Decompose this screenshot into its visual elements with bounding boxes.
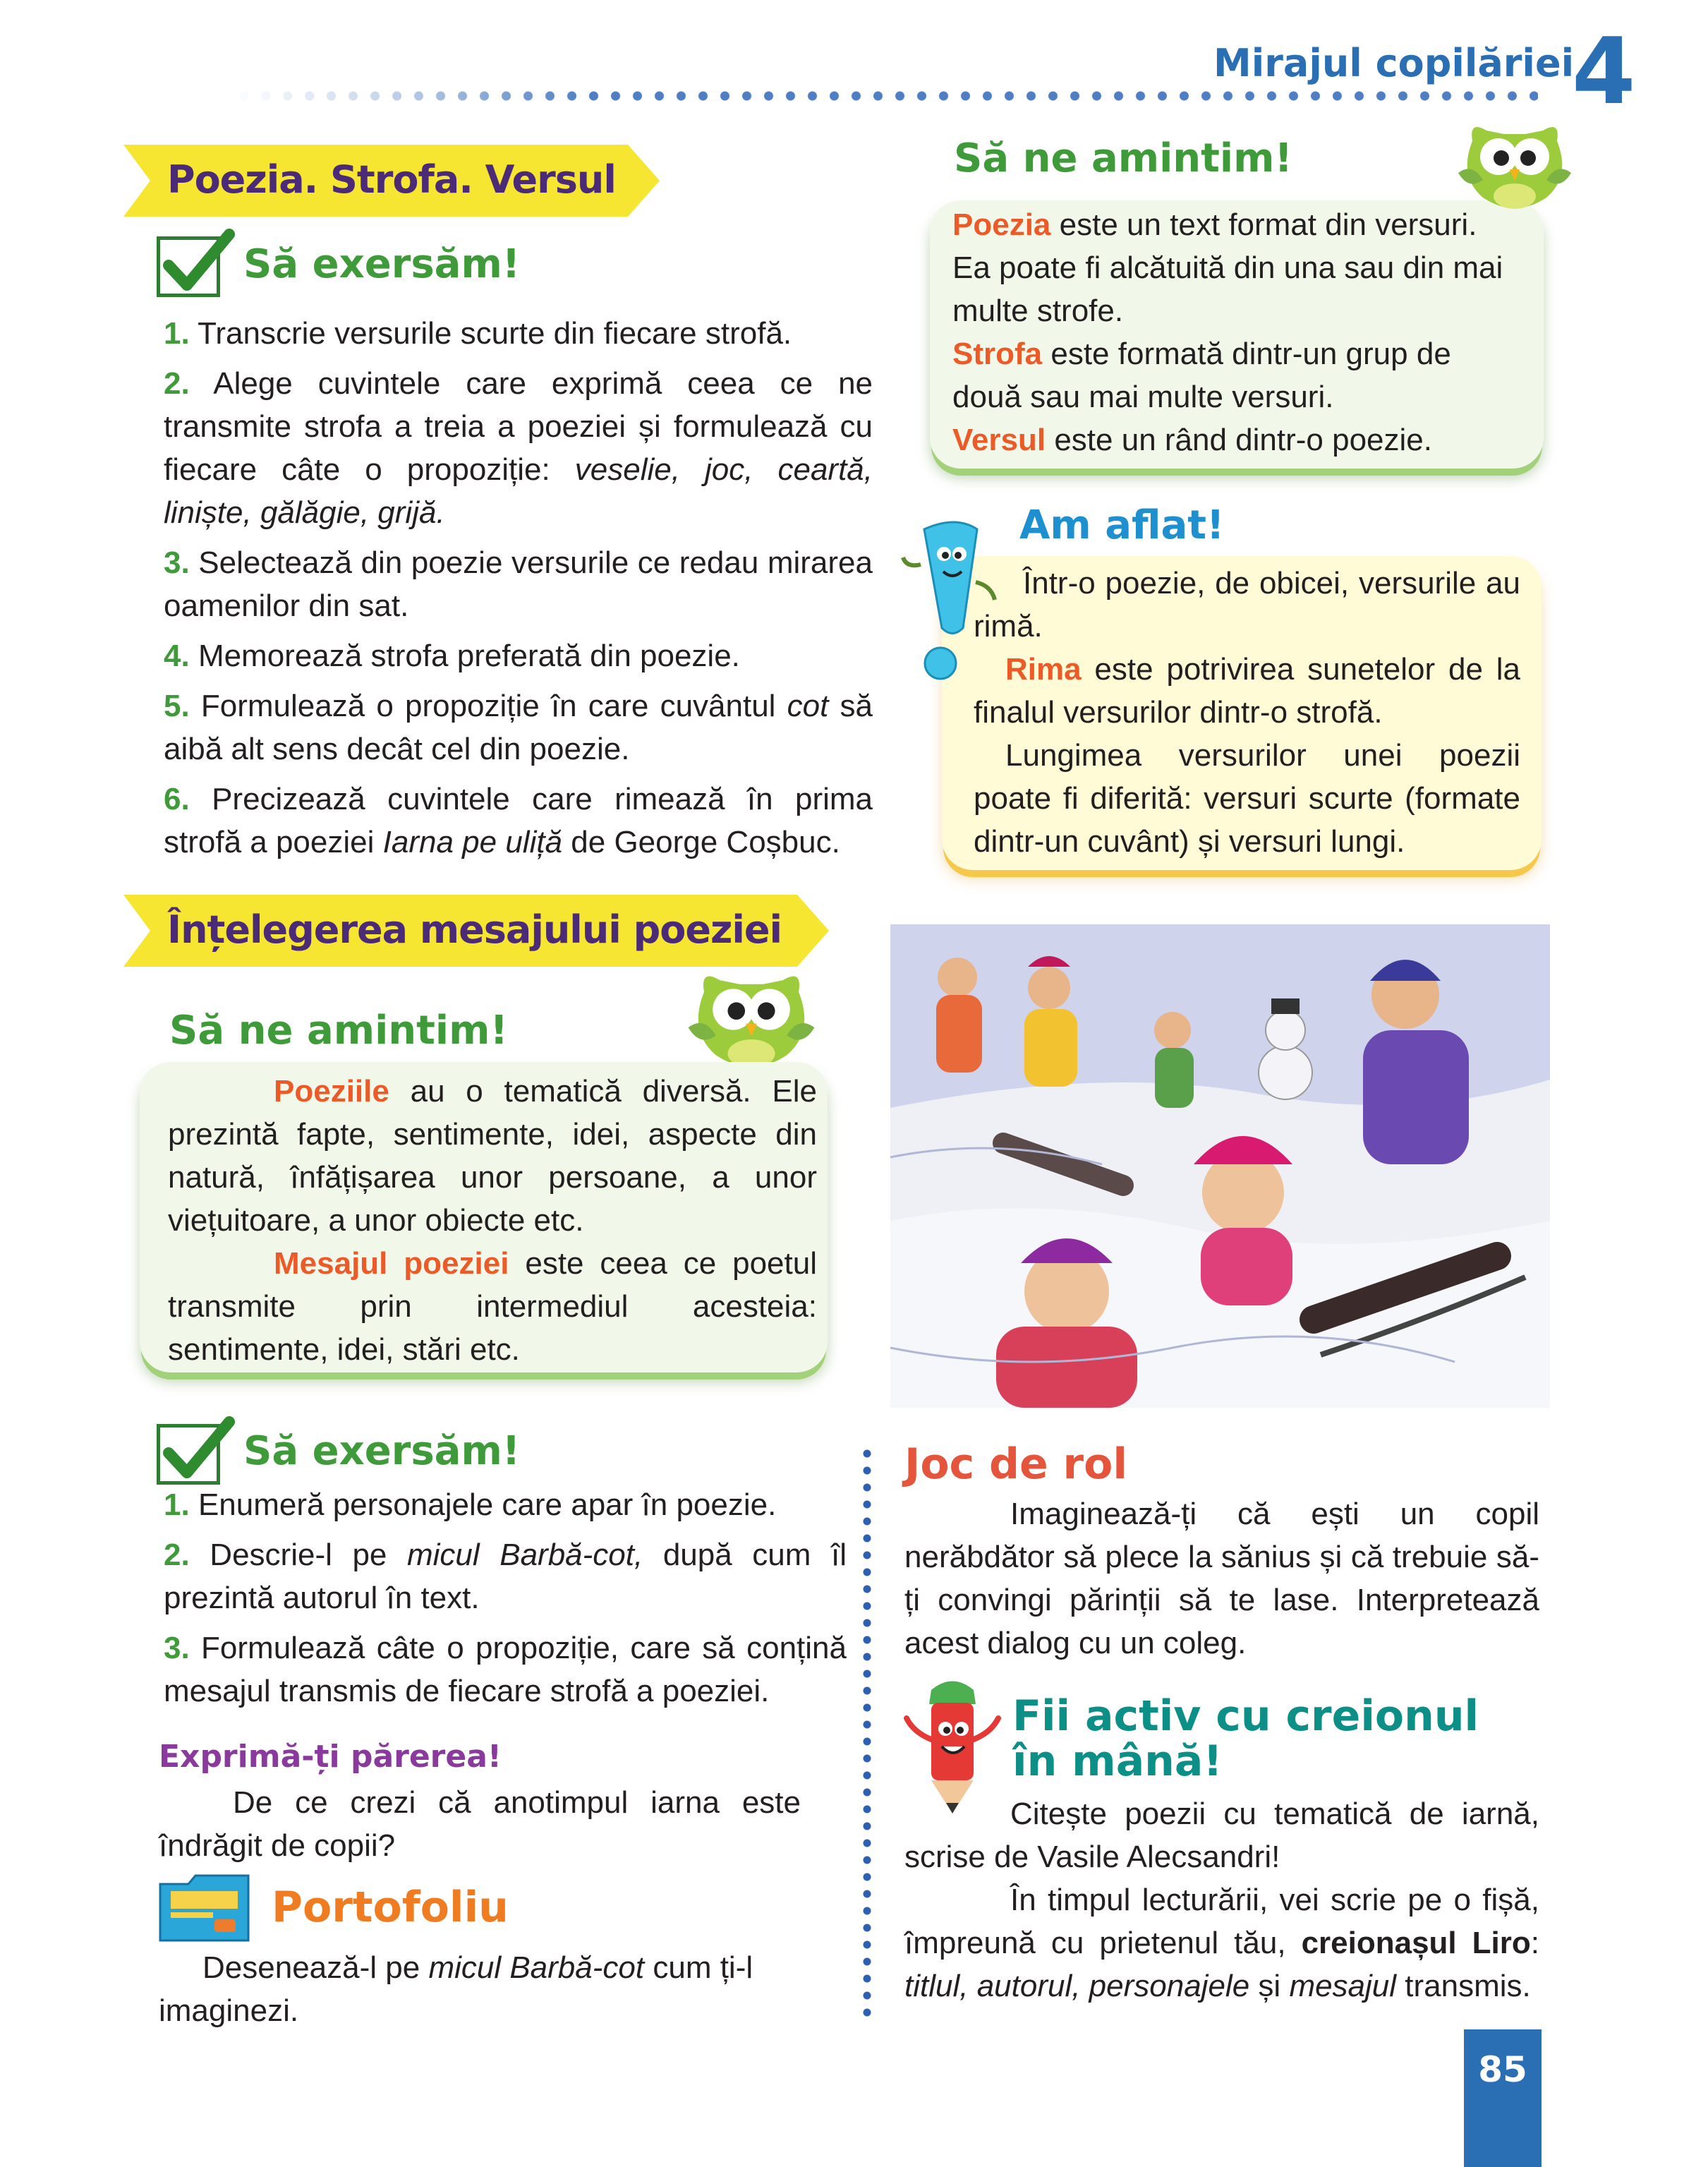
remember-text: Poeziile au o tematică diversă. Ele prezintă fapte, sentimente, idei, aspecte din natură, înfățișarea unor persoane, a unor viețuitoare, a unor obiecte etc. Mesajul poeziei este ceea ce poetul transmite prin intermediul acesteia: sentimente, idei, stări etc.	[168, 1074, 817, 1367]
section-title: Poezia. Strofa. Versul	[167, 157, 616, 202]
portfolio-title: Portofoliu	[272, 1883, 509, 1932]
chapter-title: Mirajul copilăriei	[1213, 41, 1575, 85]
portfolio-text: Desenează-l pe micul Barbă-cot cum ți-l imaginezi.	[159, 1950, 753, 2028]
exercise-list	[164, 1483, 847, 1720]
winter-illustration	[890, 924, 1550, 1408]
list-item: 1. Transcrie versurile scurte din fiecare strofă.	[164, 316, 792, 351]
list-item: 3. Formulează câte o propoziție, care să conțină mesajul transmis de fiecare strofă a poeziei.	[164, 1631, 847, 1708]
pencil-text: Citește poezii cu tematică de iarnă, scrise de Vasile Alecsandri! În timpul lecturării, vei scrie pe o fișă, împreună cu prietenul tău, creionașul Liro: titlul, autorul, personajele și mesajul transmis.	[904, 1797, 1539, 2003]
exercise-title: Să exersăm!	[243, 1428, 521, 1474]
list-item: 2. Descrie-l pe micul Barbă-cot, după cum îl prezintă autorul în text.	[164, 1538, 847, 1615]
owl-icon	[1455, 113, 1575, 219]
section-banner-poezia	[123, 145, 660, 217]
remember-text: Poezia este un text format din versuri. Ea poate fi alcătuită din una sau din mai multe strofe. Strofa este formată dintr-un grup de două sau mai multe versuri. Versul este un rând dintr-o poezie.	[952, 207, 1503, 457]
section-banner-mesaj	[123, 895, 829, 967]
page-number-tab	[1464, 2029, 1542, 2167]
list-item: 6. Precizează cuvintele care rimează în prima strofă a poeziei Iarna pe uliță de George Coșbuc.	[164, 782, 873, 859]
roleplay-text: Imaginează-ți că ești un copil nerăbdător să plece la sănius și că trebuie să-ți convingi părinții să te lase. Interpretează acest dialog cu un coleg.	[904, 1497, 1539, 1660]
checkbox-icon	[157, 236, 220, 297]
list-item: 3. Selectează din poezie versurile ce redau mirarea oamenilor din sat.	[164, 545, 873, 623]
exercise-title: Să exersăm!	[243, 241, 521, 287]
list-item: 5. Formulează o propoziție în care cuvântul cot să aibă alt sens decât cel din poezie.	[164, 689, 873, 766]
learned-title: Am aflat!	[1019, 502, 1225, 548]
checkbox-icon	[157, 1424, 220, 1485]
list-item: 1. Enumeră personajele care apar în poezie.	[164, 1487, 777, 1522]
remember-title: Să ne amintim!	[169, 1008, 509, 1054]
chapter-number: 4	[1572, 18, 1636, 125]
list-item: 2. Alege cuvintele care exprimă ceea ce ne transmite strofa a treia a poeziei și formulează cu fiecare câte o propoziție: veselie, joc, ceartă, liniște, gălăgie, grijă.	[164, 366, 873, 530]
section-title: Înțelegerea mesajului poeziei	[167, 907, 782, 952]
roleplay-title: Joc de rol	[904, 1439, 1127, 1489]
opinion-title: Exprimă-ți părerea!	[159, 1739, 502, 1775]
remember-title: Să ne amintim!	[954, 135, 1293, 181]
column-divider	[862, 1445, 872, 2024]
learned-text: Într-o poezie, de obicei, versurile au rimă. Rima este potrivirea sunetelor de la finalul versurilor dintr-o strofă. Lungimea versurilor unei poezii poate fi diferită: versuri scurte (formate dintr-un cuvânt) și versuri lungi.	[974, 566, 1520, 859]
page-number: 85	[1478, 2049, 1527, 2090]
folder-icon	[157, 1870, 252, 1948]
opinion-text: De ce crezi că anotimpul iarna este îndrăgit de copii?	[159, 1785, 801, 1863]
exercise-list	[164, 312, 873, 871]
list-item: 4. Memorează strofa preferată din poezie.	[164, 639, 740, 673]
pencil-title: Fii activ cu creionul în mână!	[1012, 1691, 1479, 1786]
